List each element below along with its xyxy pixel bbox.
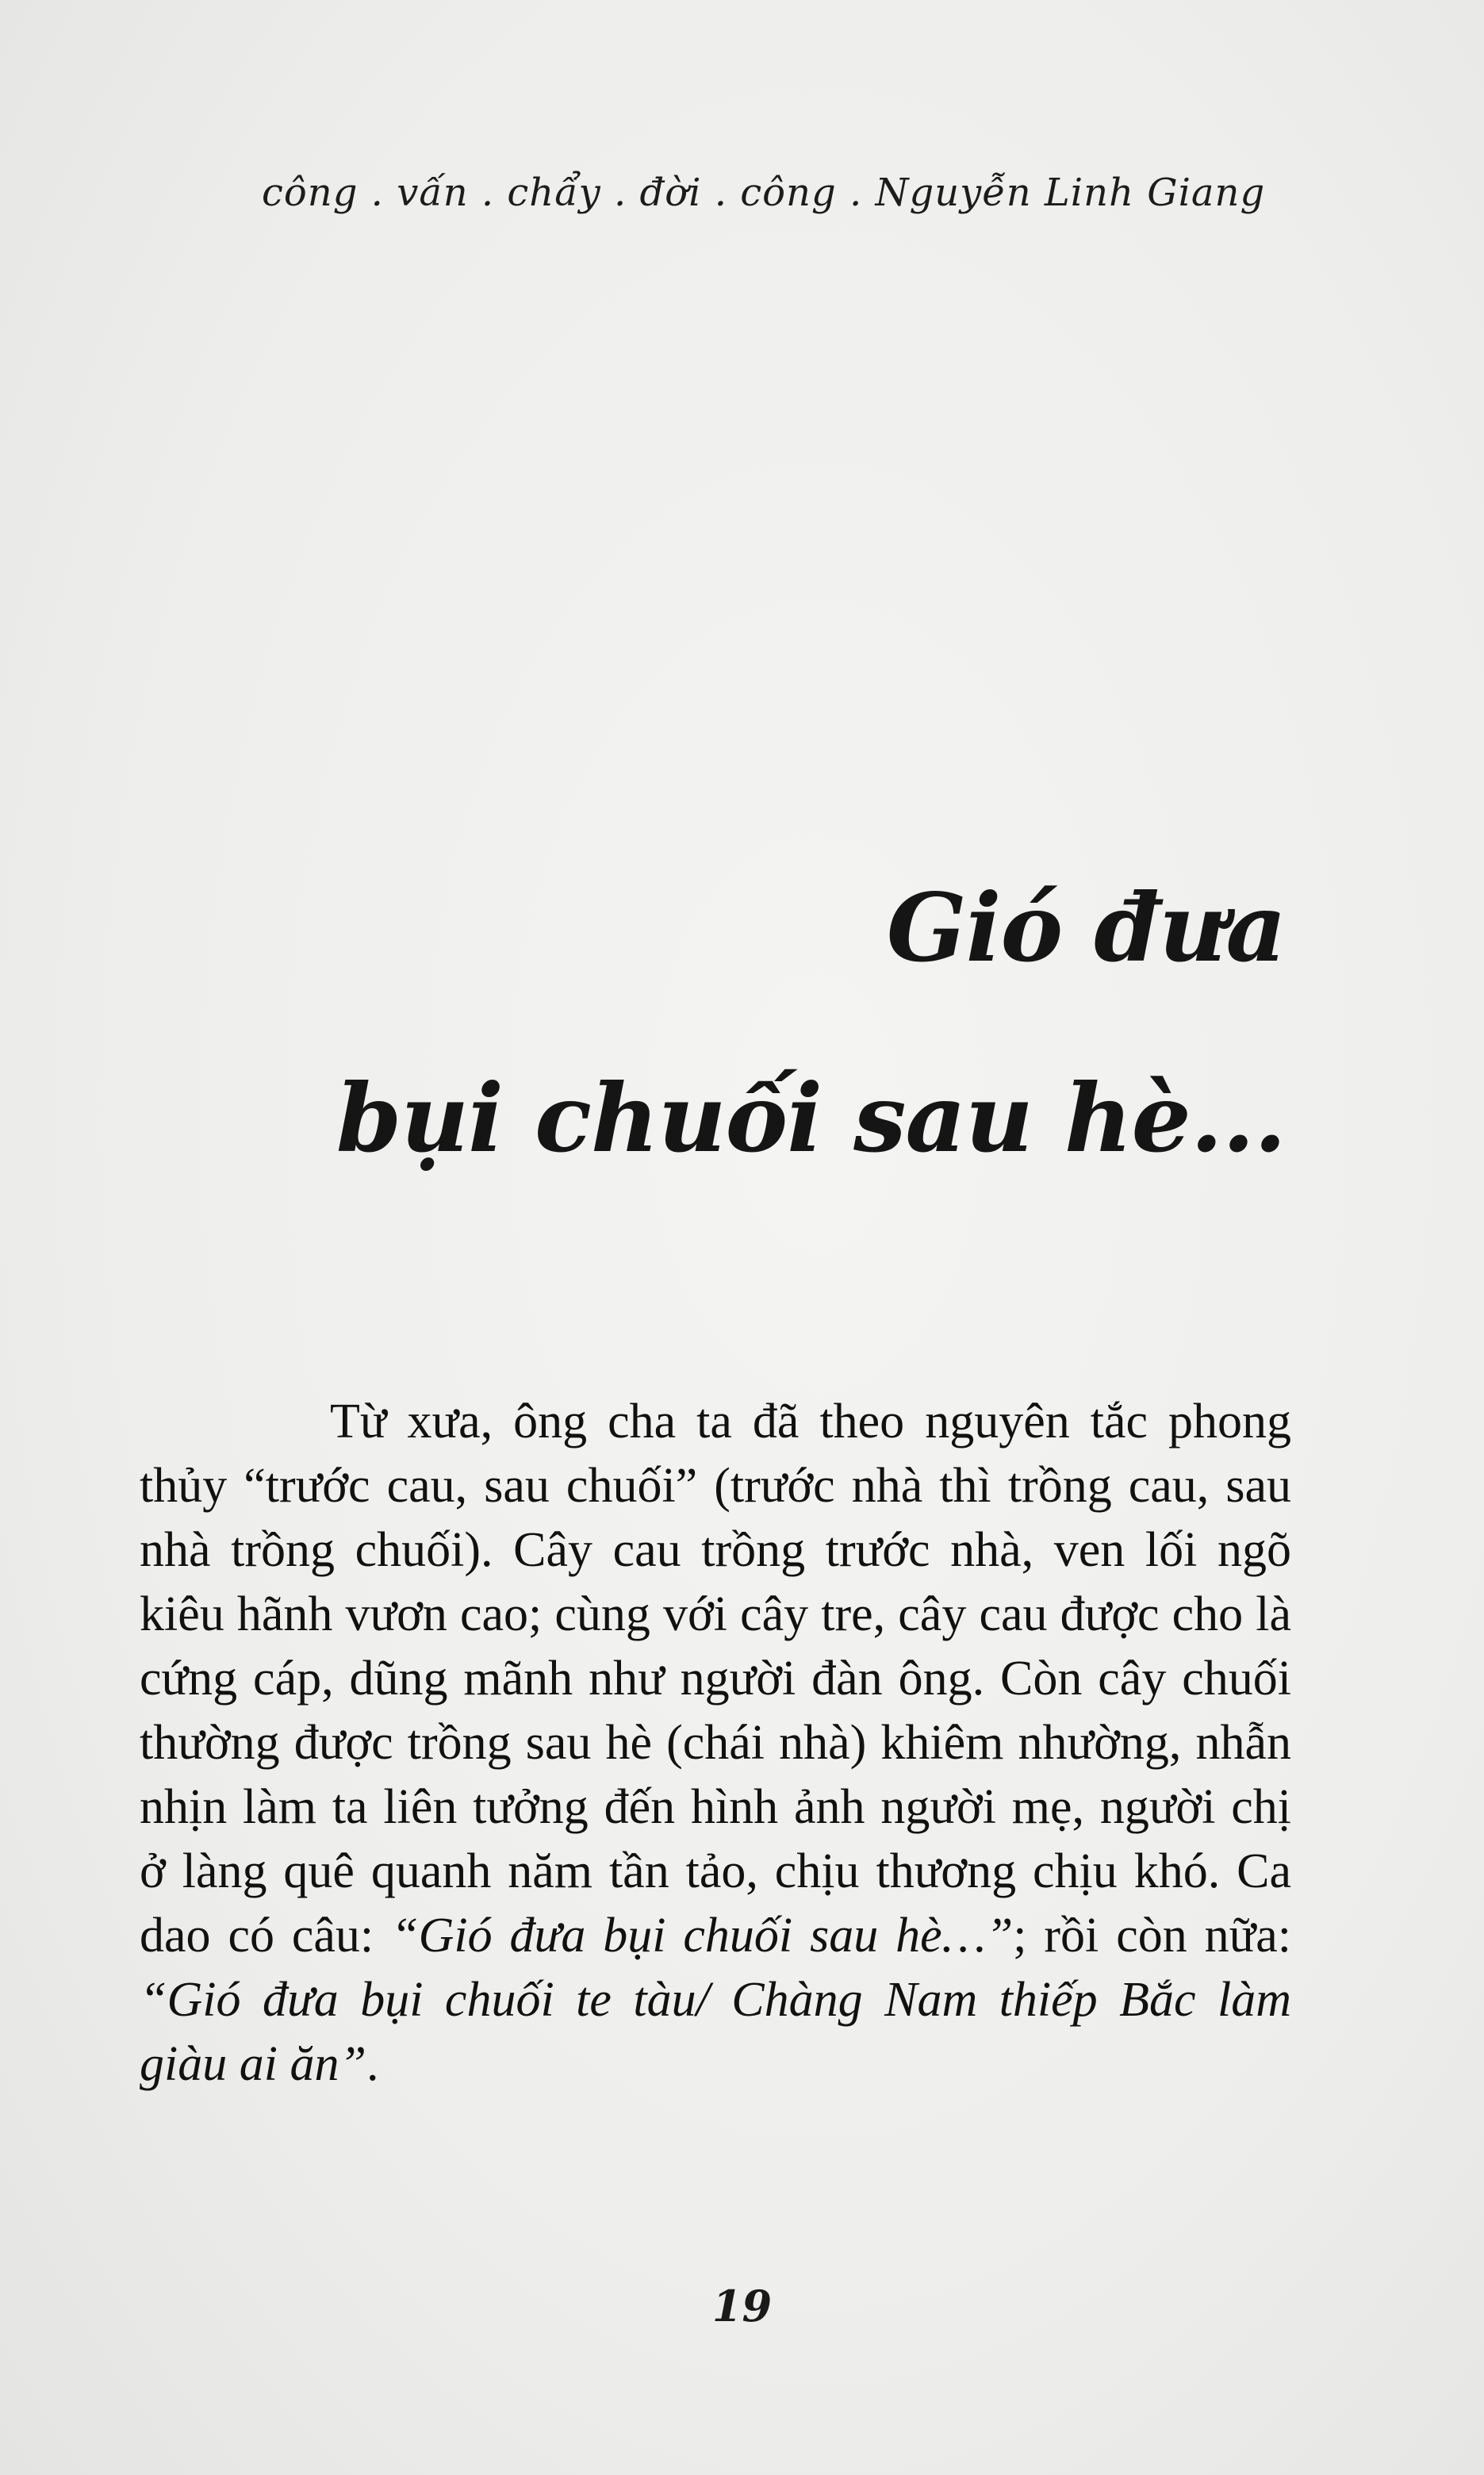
body-text bbox=[140, 1390, 1291, 2097]
body-segment-1: Từ xưa, ông cha ta đã theo nguyên tắc phong thủy “trước cau, sau chuối” (trước nhà thì trồng cau, sau nhà trồng chuối). Cây cau trồng trước nhà, ven lối ngõ kiêu hãnh vươn cao; cùng với cây tre, cây cau được cho là cứng cáp, dũng mãnh như người đàn ông. Còn cây chuối thường được trồng sau hè (chái nhà) khiêm nhường, nhẫn nhịn làm ta liên tưởng đến hình ảnh người mẹ, người chị ở làng quê quanh năm tần tảo, chịu thương chịu khó. Ca dao có câu: bbox=[140, 1395, 1291, 1963]
quote-2: “Gió đưa bụi chuối te tàu/ Chàng Nam thiếp Bắc làm giàu ai ăn” bbox=[140, 1973, 1291, 2091]
body-paragraph bbox=[140, 1390, 1291, 2097]
body-segment-2: ; rồi còn nữa: bbox=[1013, 1909, 1291, 1963]
page-number: 19 bbox=[711, 2281, 773, 2331]
quote-1: “Gió đưa bụi chuối sau hè…” bbox=[391, 1909, 1014, 1963]
chapter-title-line-1: Gió đưa bbox=[886, 873, 1286, 983]
body-segment-3: . bbox=[366, 2037, 379, 2091]
running-header: công . vấn . chẩy . đời . công . Nguyễn Linh Giang bbox=[262, 171, 1266, 215]
chapter-title-line-2: bụi chuối sau hè... bbox=[336, 1063, 1286, 1173]
